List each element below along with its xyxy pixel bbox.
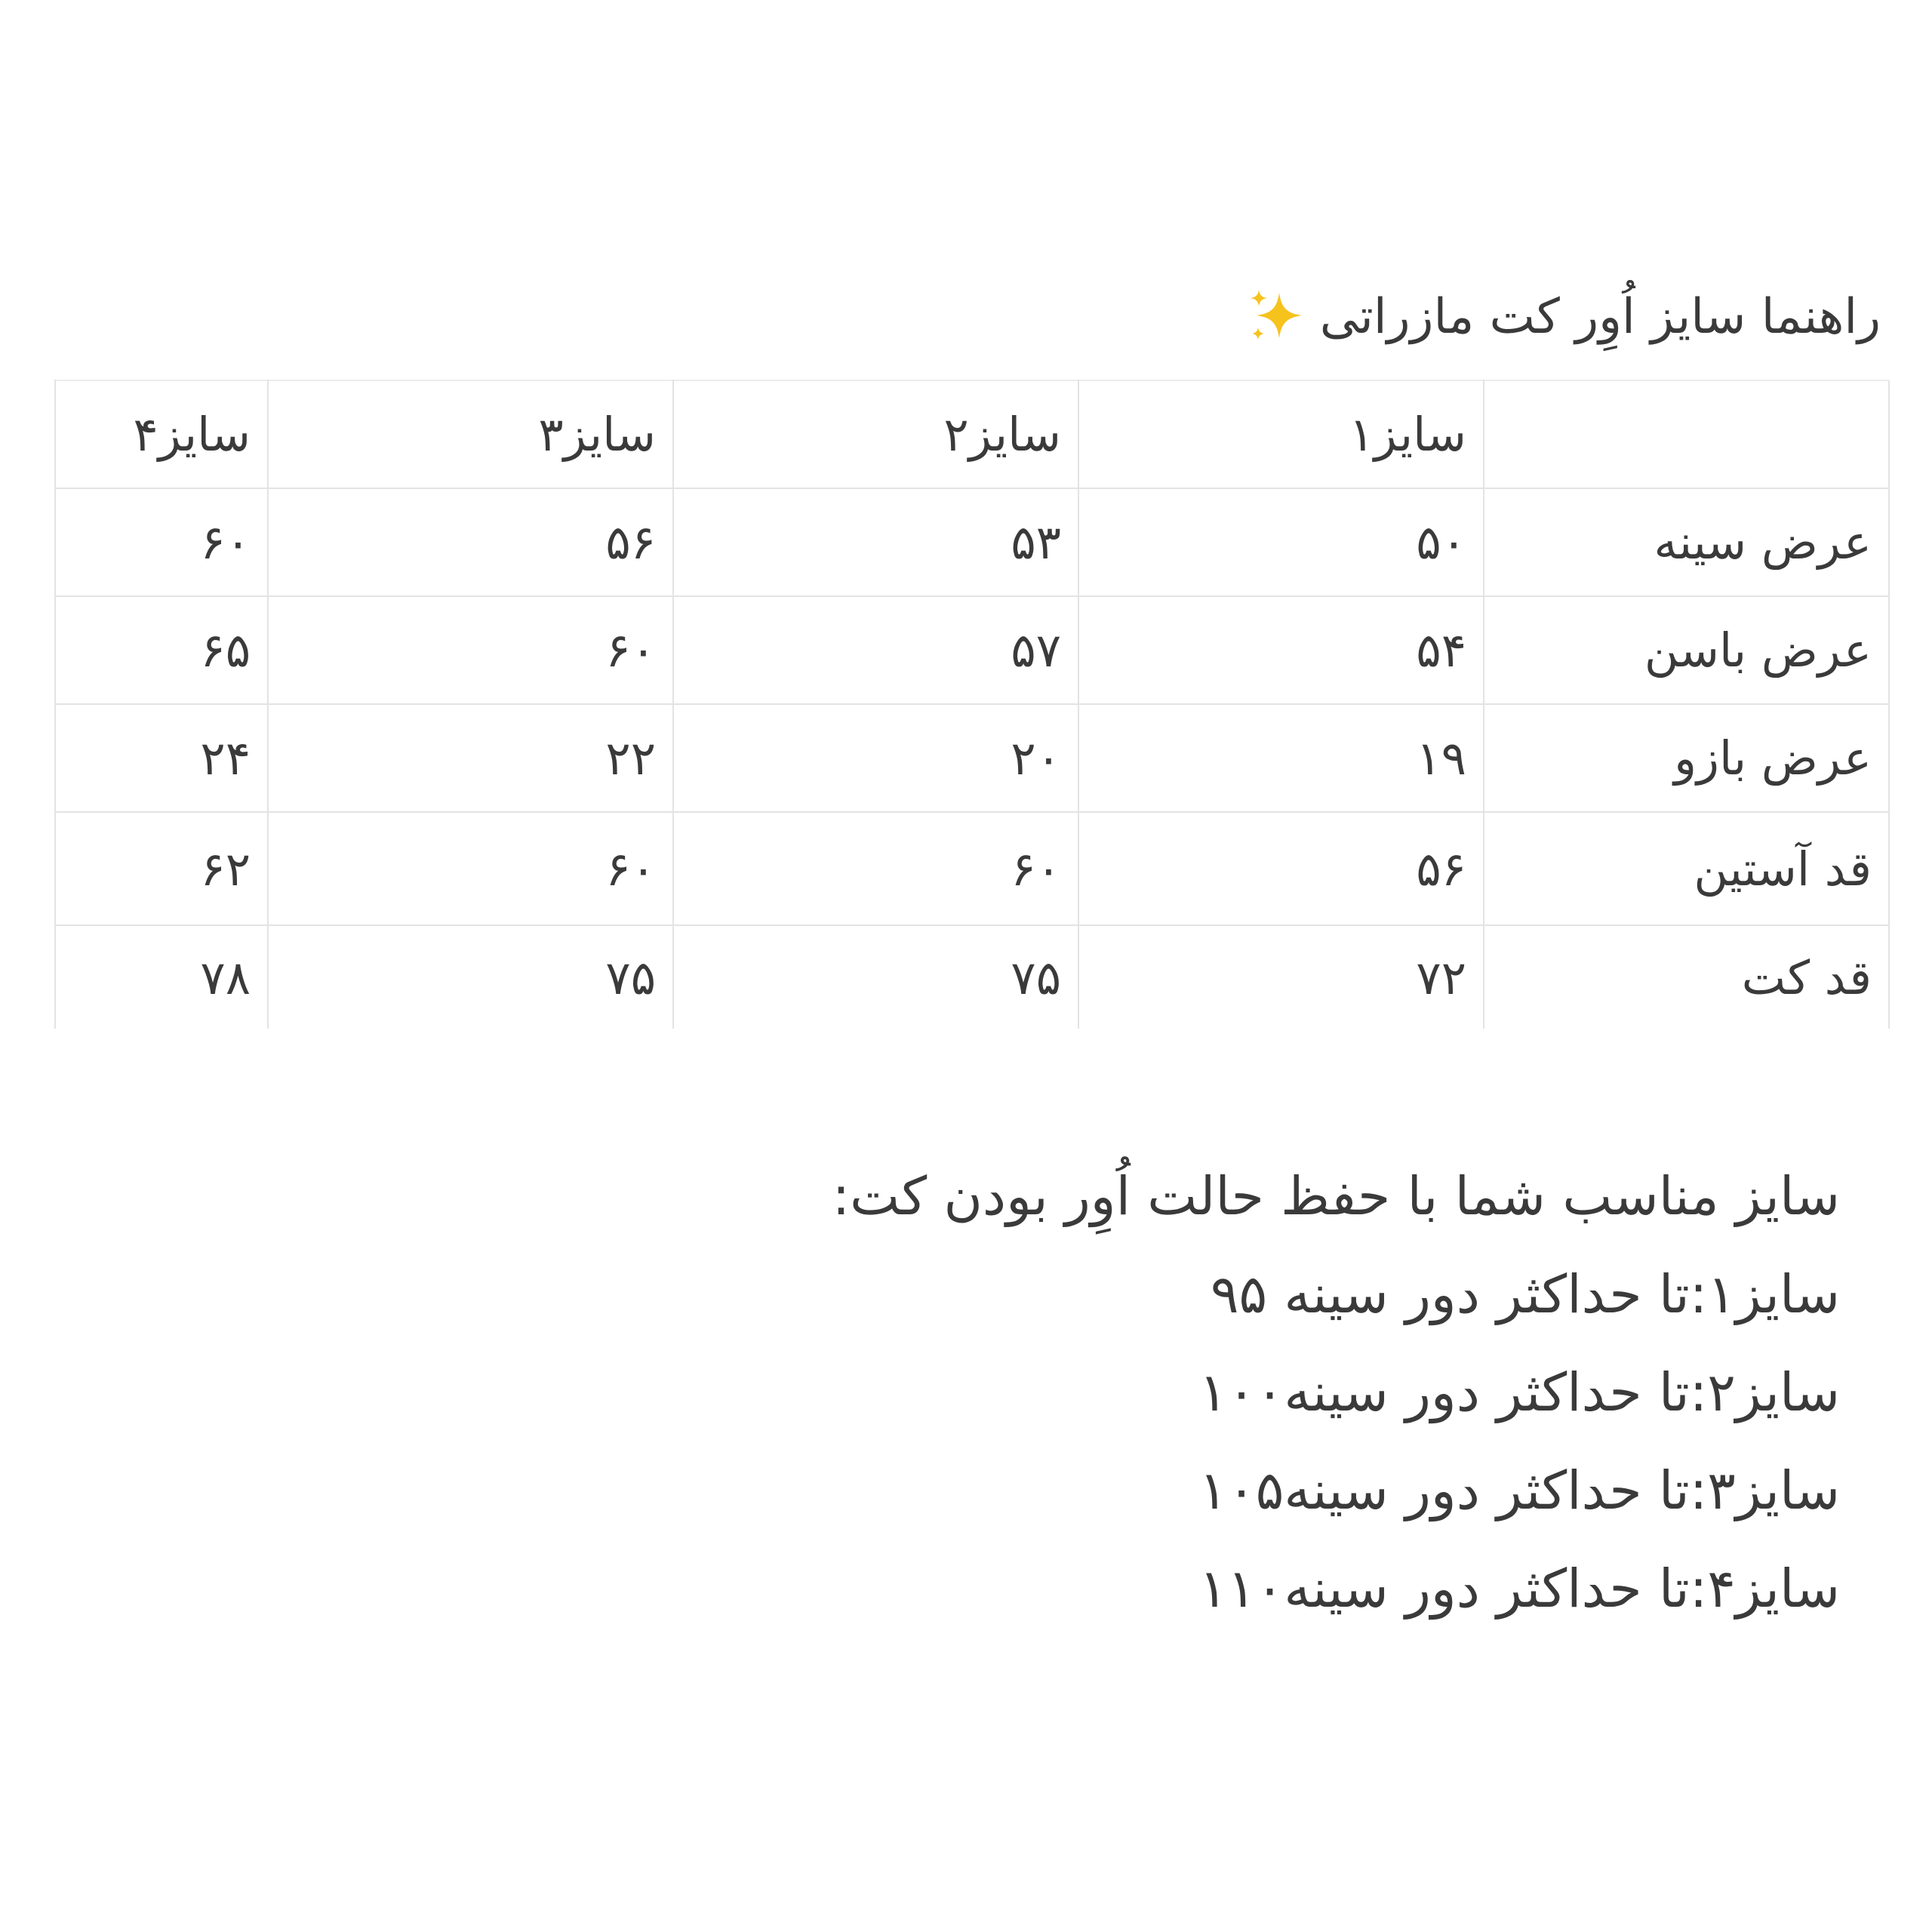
size-table	[54, 380, 1890, 1029]
table-cell: ۷۵	[673, 925, 1078, 1029]
table-row	[55, 925, 1889, 1029]
table-cell: ۵۷	[673, 596, 1078, 704]
table-header-cell: سایز۴	[55, 380, 268, 488]
table-cell: ۶۰	[268, 812, 673, 925]
table-cell: ۷۵	[268, 925, 673, 1029]
table-cell: ۱۹	[1078, 704, 1484, 812]
notes-line: سایز۲:تا حداکثر دور سینه۱۰۰	[1198, 1361, 1840, 1423]
table-cell: ۲۰	[673, 704, 1078, 812]
notes-intro: سایز مناسب شما با حفظ حالت اُوِر بودن کت:	[832, 1165, 1840, 1227]
table-cell: ۷۲	[1078, 925, 1484, 1029]
sparkles-icon	[1246, 285, 1309, 349]
table-cell: ۶۰	[55, 488, 268, 596]
table-row	[55, 812, 1889, 925]
size-table-wrapper	[54, 380, 1884, 1029]
notes-line: سایز۳:تا حداکثر دور سینه۱۰۵	[1198, 1460, 1840, 1521]
table-cell: ۷۸	[55, 925, 268, 1029]
table-cell: ۵۴	[1078, 596, 1484, 704]
table-header-cell: سایز۱	[1078, 380, 1484, 488]
table-cell: ۲۲	[268, 704, 673, 812]
notes-line: سایز۱:تا حداکثر دور سینه ۹۵	[1210, 1263, 1840, 1325]
row-label: قد کت	[1484, 925, 1889, 1029]
notes-line: سایز۴:تا حداکثر دور سینه۱۱۰	[1198, 1558, 1840, 1620]
table-header-cell: سایز۲	[673, 380, 1078, 488]
table-header-cell: سایز۳	[268, 380, 673, 488]
table-cell: ۶۲	[55, 812, 268, 925]
table-cell: ۲۴	[55, 704, 268, 812]
table-header-cell	[1484, 380, 1889, 488]
table-header-row	[55, 380, 1889, 488]
row-label: قد آستین	[1484, 812, 1889, 925]
size-notes	[453, 1147, 1840, 1638]
row-label: عرض بازو	[1484, 704, 1889, 812]
table-cell: ۵۶	[268, 488, 673, 596]
page-title: راهنما سایز اُوِر کت مازراتی	[1319, 289, 1881, 345]
table-cell: ۶۵	[55, 596, 268, 704]
table-cell: ۶۰	[673, 812, 1078, 925]
table-cell: ۵۰	[1078, 488, 1484, 596]
table-row	[55, 596, 1889, 704]
row-label: عرض باسن	[1484, 596, 1889, 704]
table-row	[55, 488, 1889, 596]
table-cell: ۵۶	[1078, 812, 1484, 925]
table-cell: ۶۰	[268, 596, 673, 704]
row-label: عرض سینه	[1484, 488, 1889, 596]
title-row	[54, 279, 1881, 355]
table-cell: ۵۳	[673, 488, 1078, 596]
table-row	[55, 704, 1889, 812]
